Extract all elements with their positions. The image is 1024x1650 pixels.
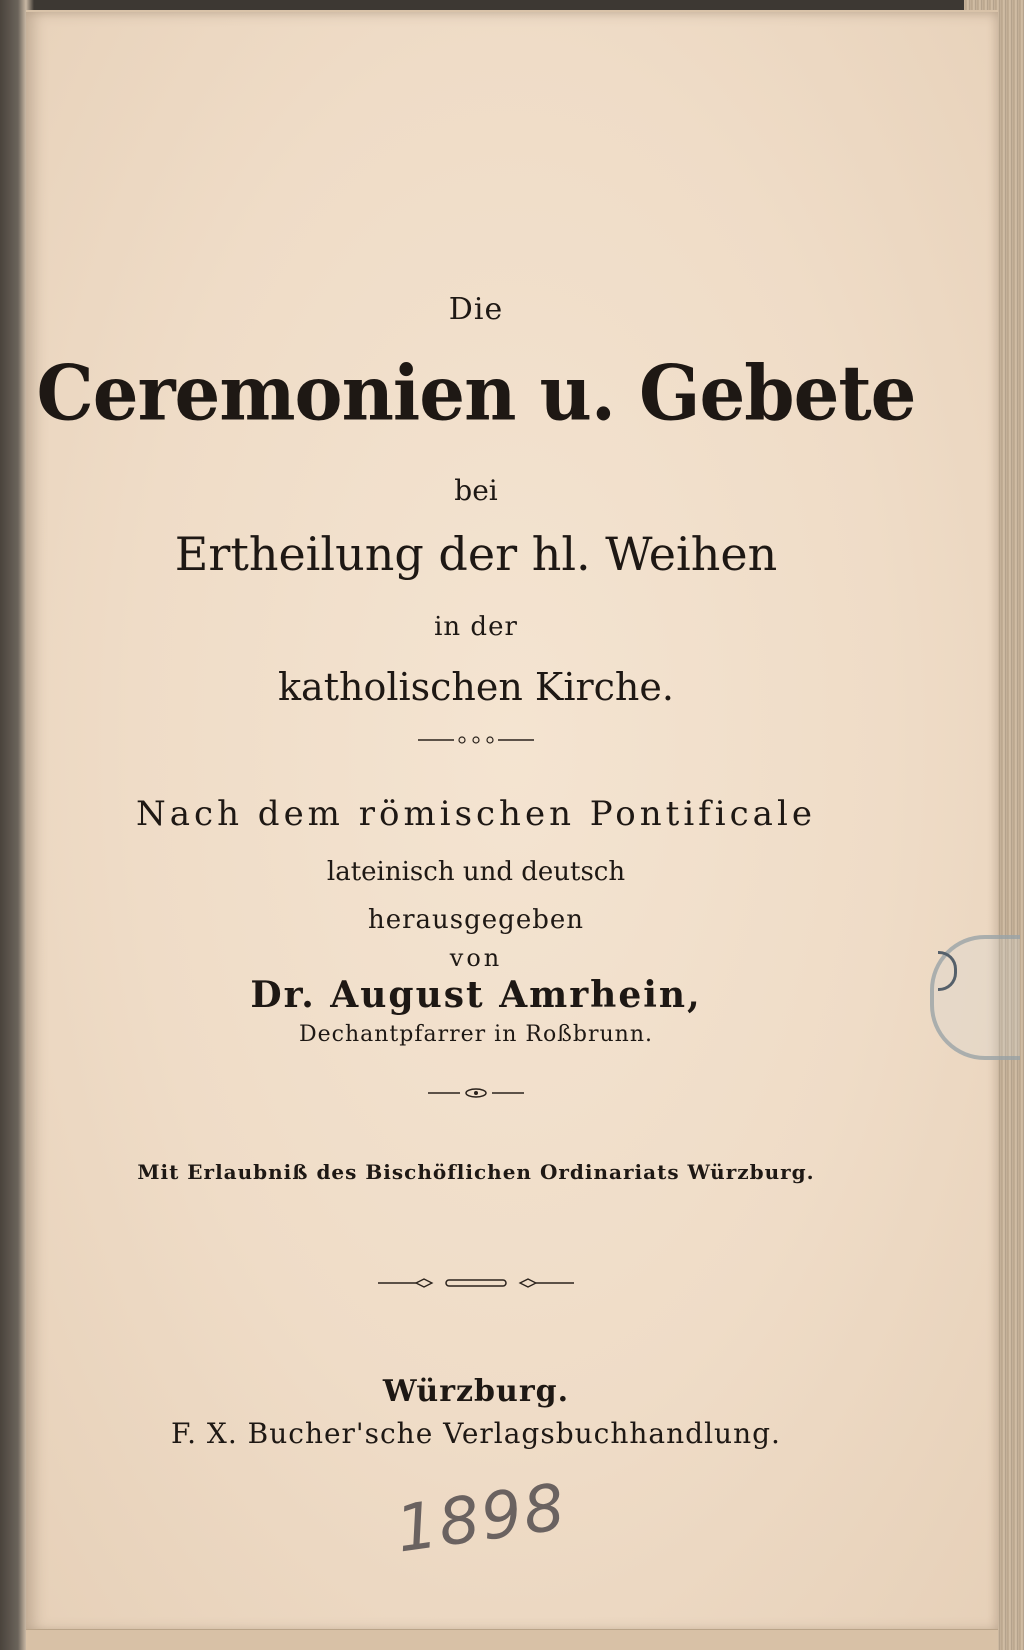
permission-line: Mit Erlaubniß des Bischöflichen Ordinariats Würzburg. <box>137 1160 815 1184</box>
publication-city: Würzburg. <box>382 1374 570 1409</box>
main-title: Ceremonien u. Gebete <box>36 347 916 438</box>
author-title: Dechantpfarrer in Roßbrunn. <box>299 1022 653 1047</box>
page-clip <box>930 935 1020 1060</box>
line-lateinisch: lateinisch und deutsch <box>326 857 626 887</box>
line-ertheilung: Ertheilung der hl. Weihen <box>174 527 778 581</box>
handwritten-year-text: 1898 <box>391 1470 572 1568</box>
line-nach: Nach dem römischen Pontificale <box>136 794 816 834</box>
author-name: Dr. August Amrhein, <box>250 974 702 1016</box>
ornament-divider-3 <box>26 1276 926 1290</box>
ornament-divider-1 <box>26 734 926 746</box>
line-herausgegeben: herausgegeben <box>368 905 584 935</box>
line-in-der: in der <box>434 612 518 642</box>
line-bei: bei <box>454 474 498 507</box>
line-die: Die <box>448 292 504 327</box>
ornament-divider-2 <box>26 1087 926 1099</box>
clip-ring-icon <box>938 951 957 991</box>
line-kirche: katholischen Kirche. <box>278 665 674 709</box>
title-page <box>26 10 998 1632</box>
publisher: F. X. Bucher'sche Verlagsbuchhandlung. <box>171 1417 781 1450</box>
handwritten-year <box>386 1470 626 1584</box>
page-bottom-edge <box>26 1629 998 1650</box>
line-von: von <box>449 944 503 972</box>
